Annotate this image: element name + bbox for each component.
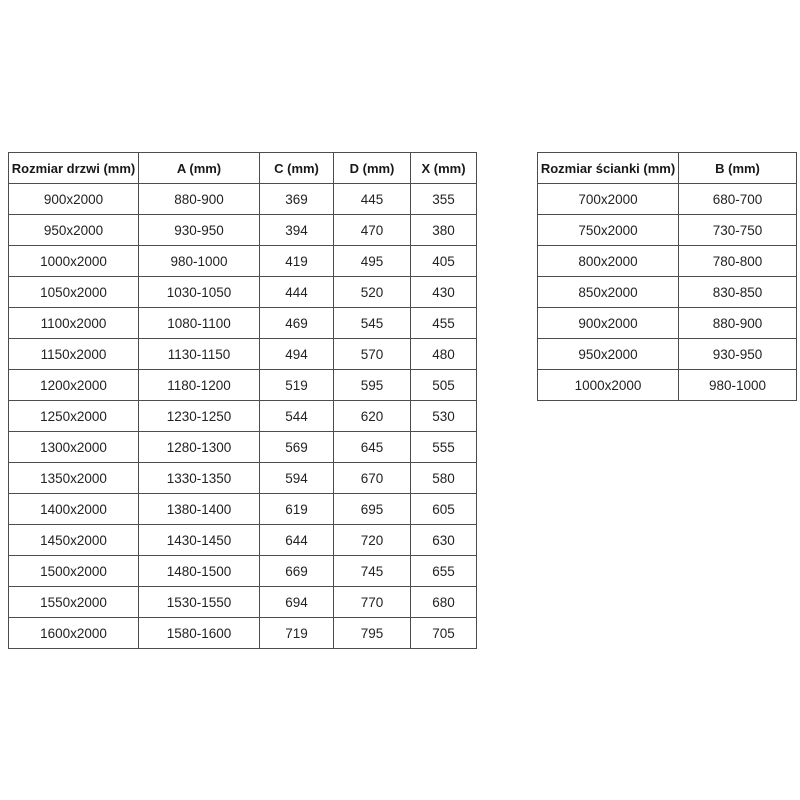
- table-row: [538, 215, 797, 246]
- doors-dimensions-table: [8, 152, 477, 649]
- table-cell: 680-700: [679, 184, 797, 215]
- table-cell: 1050x2000: [9, 277, 139, 308]
- table-cell: 670: [334, 463, 411, 494]
- table-row: [9, 215, 477, 246]
- header-row: [9, 153, 477, 184]
- table-row: [538, 277, 797, 308]
- table-row: [9, 277, 477, 308]
- table-cell: 380: [411, 215, 477, 246]
- table-row: [9, 587, 477, 618]
- table-cell: 1450x2000: [9, 525, 139, 556]
- table-row: [9, 370, 477, 401]
- table-cell: 1280-1300: [139, 432, 260, 463]
- table-row: [538, 184, 797, 215]
- table-cell: 830-850: [679, 277, 797, 308]
- table-cell: 495: [334, 246, 411, 277]
- table-cell: 470: [334, 215, 411, 246]
- column-header: A (mm): [139, 153, 260, 184]
- table-cell: 1100x2000: [9, 308, 139, 339]
- table-row: [9, 556, 477, 587]
- column-header: B (mm): [679, 153, 797, 184]
- table-cell: 1130-1150: [139, 339, 260, 370]
- table-cell: 545: [334, 308, 411, 339]
- table-cell: 705: [411, 618, 477, 649]
- table-cell: 594: [260, 463, 334, 494]
- table-cell: 1080-1100: [139, 308, 260, 339]
- table-cell: 394: [260, 215, 334, 246]
- table-cell: 1350x2000: [9, 463, 139, 494]
- table-cell: 630: [411, 525, 477, 556]
- table-cell: 695: [334, 494, 411, 525]
- table-row: [538, 370, 797, 401]
- table-cell: 700x2000: [538, 184, 679, 215]
- table-cell: 455: [411, 308, 477, 339]
- table-cell: 750x2000: [538, 215, 679, 246]
- table-cell: 800x2000: [538, 246, 679, 277]
- table-cell: 1400x2000: [9, 494, 139, 525]
- table-cell: 795: [334, 618, 411, 649]
- table-cell: 505: [411, 370, 477, 401]
- table-cell: 669: [260, 556, 334, 587]
- table-cell: 1180-1200: [139, 370, 260, 401]
- table-cell: 530: [411, 401, 477, 432]
- table-cell: 1600x2000: [9, 618, 139, 649]
- table-cell: 469: [260, 308, 334, 339]
- table-cell: 1430-1450: [139, 525, 260, 556]
- table-cell: 1200x2000: [9, 370, 139, 401]
- table-cell: 770: [334, 587, 411, 618]
- table-cell: 930-950: [139, 215, 260, 246]
- table-cell: 1300x2000: [9, 432, 139, 463]
- table-cell: 880-900: [679, 308, 797, 339]
- column-header: Rozmiar ścianki (mm): [538, 153, 679, 184]
- table-cell: 950x2000: [9, 215, 139, 246]
- table-cell: 1580-1600: [139, 618, 260, 649]
- table-cell: 1550x2000: [9, 587, 139, 618]
- table-cell: 730-750: [679, 215, 797, 246]
- table-cell: 850x2000: [538, 277, 679, 308]
- table-cell: 1480-1500: [139, 556, 260, 587]
- table-row: [9, 494, 477, 525]
- table-cell: 950x2000: [538, 339, 679, 370]
- table-row: [9, 463, 477, 494]
- table-cell: 1330-1350: [139, 463, 260, 494]
- table-cell: 620: [334, 401, 411, 432]
- table-cell: 570: [334, 339, 411, 370]
- table-cell: 480: [411, 339, 477, 370]
- table-cell: 645: [334, 432, 411, 463]
- table-cell: 900x2000: [9, 184, 139, 215]
- table-cell: 644: [260, 525, 334, 556]
- table-cell: 605: [411, 494, 477, 525]
- table-cell: 569: [260, 432, 334, 463]
- table-cell: 780-800: [679, 246, 797, 277]
- table-cell: 444: [260, 277, 334, 308]
- table-row: [9, 525, 477, 556]
- table-cell: 520: [334, 277, 411, 308]
- table-cell: 1150x2000: [9, 339, 139, 370]
- table-cell: 719: [260, 618, 334, 649]
- table-cell: 405: [411, 246, 477, 277]
- table-cell: 880-900: [139, 184, 260, 215]
- table-row: [538, 246, 797, 277]
- table-cell: 720: [334, 525, 411, 556]
- table-cell: 980-1000: [679, 370, 797, 401]
- table-cell: 1250x2000: [9, 401, 139, 432]
- table-row: [9, 339, 477, 370]
- table-cell: 355: [411, 184, 477, 215]
- table-cell: 580: [411, 463, 477, 494]
- table-cell: 519: [260, 370, 334, 401]
- table-cell: 1500x2000: [9, 556, 139, 587]
- table-cell: 1380-1400: [139, 494, 260, 525]
- table-cell: 419: [260, 246, 334, 277]
- column-header: C (mm): [260, 153, 334, 184]
- table-cell: 494: [260, 339, 334, 370]
- column-header: D (mm): [334, 153, 411, 184]
- wall-panel-dimensions-table: [537, 152, 797, 401]
- table-cell: 595: [334, 370, 411, 401]
- table-row: [9, 184, 477, 215]
- table-cell: 544: [260, 401, 334, 432]
- table-cell: 1530-1550: [139, 587, 260, 618]
- table-cell: 694: [260, 587, 334, 618]
- table-cell: 445: [334, 184, 411, 215]
- header-row: [538, 153, 797, 184]
- table-cell: 619: [260, 494, 334, 525]
- table-cell: 1030-1050: [139, 277, 260, 308]
- table-cell: 430: [411, 277, 477, 308]
- table-cell: 555: [411, 432, 477, 463]
- table-cell: 680: [411, 587, 477, 618]
- table-cell: 655: [411, 556, 477, 587]
- table-cell: 369: [260, 184, 334, 215]
- table-cell: 1000x2000: [538, 370, 679, 401]
- table-cell: 930-950: [679, 339, 797, 370]
- table-cell: 1230-1250: [139, 401, 260, 432]
- table-row: [9, 432, 477, 463]
- table-row: [538, 308, 797, 339]
- table-cell: 900x2000: [538, 308, 679, 339]
- table-row: [538, 339, 797, 370]
- column-header: X (mm): [411, 153, 477, 184]
- table-row: [9, 246, 477, 277]
- table-row: [9, 618, 477, 649]
- table-cell: 745: [334, 556, 411, 587]
- table-row: [9, 308, 477, 339]
- table-cell: 1000x2000: [9, 246, 139, 277]
- table-row: [9, 401, 477, 432]
- table-cell: 980-1000: [139, 246, 260, 277]
- column-header: Rozmiar drzwi (mm): [9, 153, 139, 184]
